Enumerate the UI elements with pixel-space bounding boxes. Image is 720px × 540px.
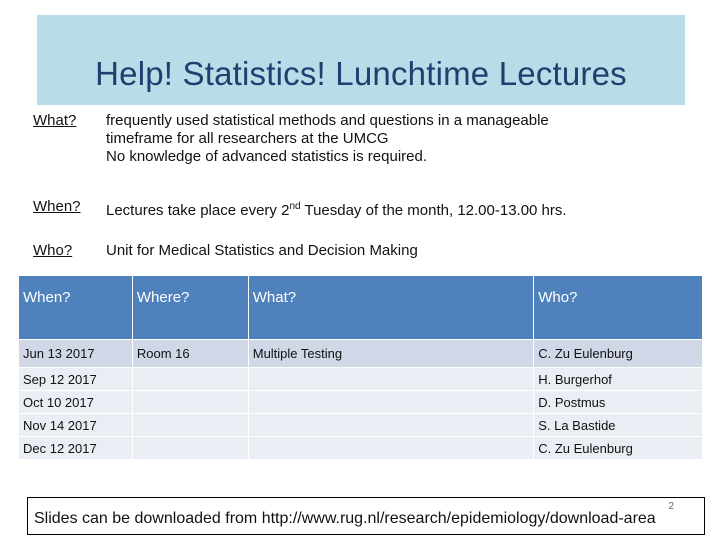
table-row [19,437,703,460]
cell-where [132,368,248,391]
cell-where: Room 16 [132,340,248,368]
what-line-2: timeframe for all researchers at the UMCG [106,130,389,147]
table-header-row [19,276,703,340]
cell-what [248,368,533,391]
who-label: Who? [33,242,73,259]
cell-when: Sep 12 2017 [19,368,133,391]
header-where: Where? [132,276,248,340]
header-who: Who? [534,276,703,340]
cell-who: C. Zu Eulenburg [534,437,703,460]
cell-what [248,414,533,437]
cell-where [132,437,248,460]
table-row [19,368,703,391]
cell-what [248,391,533,414]
what-line-1: frequently used statistical methods and questions in a manageable [106,112,549,129]
header-what: What? [248,276,533,340]
who-description: Unit for Medical Statistics and Decision Making [106,242,418,259]
table-row [19,414,703,437]
cell-when: Nov 14 2017 [19,414,133,437]
when-ordinal: nd [289,201,301,212]
header-when: When? [19,276,133,340]
title-banner [37,15,685,105]
cell-where [132,414,248,437]
what-label: What? [33,112,77,129]
what-description [106,112,646,166]
cell-when: Jun 13 2017 [19,340,133,368]
page-number: 2 [668,501,674,512]
when-label: When? [33,198,81,215]
table-row [19,391,703,414]
what-line-3: No knowledge of advanced statistics is required. [106,148,428,165]
cell-what [248,437,533,460]
cell-when: Dec 12 2017 [19,437,133,460]
when-text-end: Tuesday of the month, 12.00-13.00 hrs. [300,202,567,219]
download-text: Slides can be downloaded from http://www.rug.nl/research/epidemiology/download-area [34,510,656,527]
cell-what: Multiple Testing [248,340,533,368]
cell-where [132,391,248,414]
table-row [19,340,703,368]
cell-when: Oct 10 2017 [19,391,133,414]
when-text-start: Lectures take place every 2 [106,202,290,219]
cell-who: D. Postmus [534,391,703,414]
download-note [27,497,705,535]
page-title: Help! Statistics! Lunchtime Lectures [95,55,627,92]
cell-who: C. Zu Eulenburg [534,340,703,368]
cell-who: S. La Bastide [534,414,703,437]
schedule-table [18,275,703,460]
when-description [106,198,646,220]
cell-who: H. Burgerhof [534,368,703,391]
